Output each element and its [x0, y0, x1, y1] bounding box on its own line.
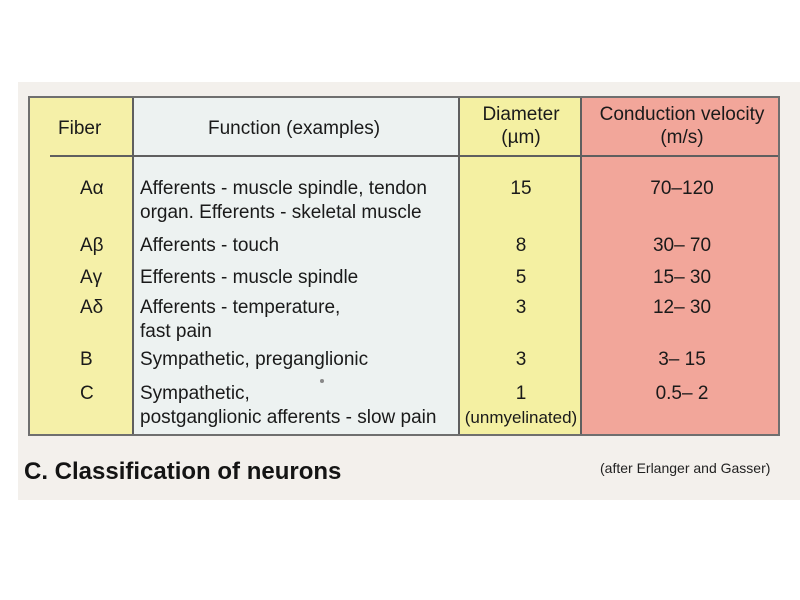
column-divider	[132, 98, 134, 434]
row-fiber: C	[80, 383, 94, 404]
header-velocity: Conduction velocity	[599, 104, 765, 125]
header-divider	[50, 155, 778, 157]
row-function: Sympathetic, preganglionic	[140, 349, 369, 370]
row-diameter-note: (unmyelinated)	[464, 408, 578, 427]
row-function-cont: postganglionic afferents - slow pain	[140, 407, 437, 428]
row-diameter: 1	[515, 383, 527, 404]
row-fiber: Aβ	[80, 235, 104, 256]
row-diameter: 8	[515, 235, 527, 256]
row-fiber: Aδ	[80, 297, 104, 318]
row-fiber: Aα	[80, 178, 104, 199]
row-diameter: 3	[515, 349, 527, 370]
row-function: Sympathetic,	[140, 383, 250, 404]
header-velocity-unit: (m/s)	[660, 127, 704, 148]
row-fiber: B	[80, 349, 93, 370]
row-velocity: 30– 70	[652, 235, 712, 256]
row-function: Afferents - muscle spindle, tendon	[140, 178, 427, 199]
row-velocity: 15– 30	[652, 267, 712, 288]
row-fiber: Aγ	[80, 267, 103, 288]
header-fiber: Fiber	[58, 118, 102, 139]
figure-caption-title: C. Classification of neurons	[24, 458, 342, 485]
header-diameter: Diameter	[482, 104, 560, 125]
header-function: Function (examples)	[208, 118, 381, 139]
row-diameter: 5	[515, 267, 527, 288]
row-function: Afferents - temperature,	[140, 297, 341, 318]
row-velocity: 12– 30	[652, 297, 712, 318]
row-diameter: 15	[510, 178, 532, 199]
row-velocity: 0.5– 2	[655, 383, 709, 404]
row-function-cont: organ. Efferents - skeletal muscle	[140, 202, 422, 223]
print-speck	[320, 379, 324, 383]
figure-caption-credit: (after Erlanger and Gasser)	[600, 460, 771, 476]
row-velocity: 70–120	[650, 178, 714, 199]
row-function-cont: fast pain	[140, 321, 212, 342]
row-function: Efferents - muscle spindle	[140, 267, 359, 288]
header-diameter-unit: (µm)	[501, 127, 541, 148]
row-diameter: 3	[515, 297, 527, 318]
row-velocity: 3– 15	[658, 349, 706, 370]
neuron-classification-table	[28, 96, 780, 436]
row-function: Afferents - touch	[140, 235, 280, 256]
